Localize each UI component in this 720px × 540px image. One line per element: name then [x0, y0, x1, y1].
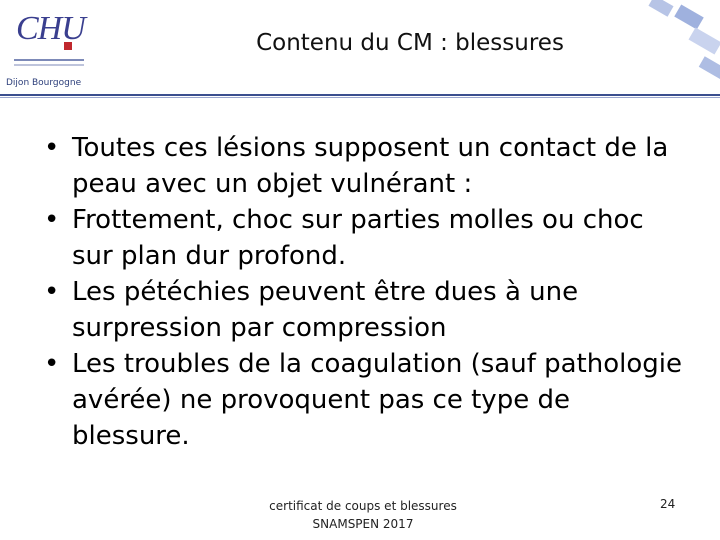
page-number: 24 [660, 497, 676, 511]
bullet-dot-icon: • [44, 349, 60, 379]
bullet-item [44, 346, 684, 454]
footer-caption [258, 497, 468, 533]
title-divider [0, 94, 720, 96]
bullet-text: Les troubles de la coagulation (sauf pathologie avérée) ne provoquent pas ce type de blessure. [72, 349, 682, 451]
bullet-list [44, 130, 684, 454]
footer-line-1: certificat de coups et blessures [269, 499, 457, 513]
bullet-text: Frottement, choc sur parties molles ou choc sur plan dur profond. [72, 205, 644, 271]
bullet-item [44, 274, 684, 346]
bullet-item [44, 202, 684, 274]
logo-subtext: Dijon Bourgogne [6, 78, 82, 88]
bullet-dot-icon: • [44, 205, 60, 235]
slide-title: Contenu du CM : blessures [256, 30, 564, 56]
bullet-dot-icon: • [44, 133, 60, 163]
bullet-dot-icon: • [44, 277, 60, 307]
corner-decoration [640, 0, 720, 100]
bullet-text: Les pétéchies peuvent être dues à une surpression par compression [72, 277, 579, 343]
bullet-item [44, 130, 684, 202]
logo-text: CHU [16, 10, 85, 47]
footer-line-2: SNAMSPEN 2017 [312, 517, 414, 531]
bullet-text: Toutes ces lésions supposent un contact de la peau avec un objet vulnérant : [72, 133, 669, 199]
chu-logo [6, 8, 90, 88]
title-divider-thin [0, 97, 720, 98]
